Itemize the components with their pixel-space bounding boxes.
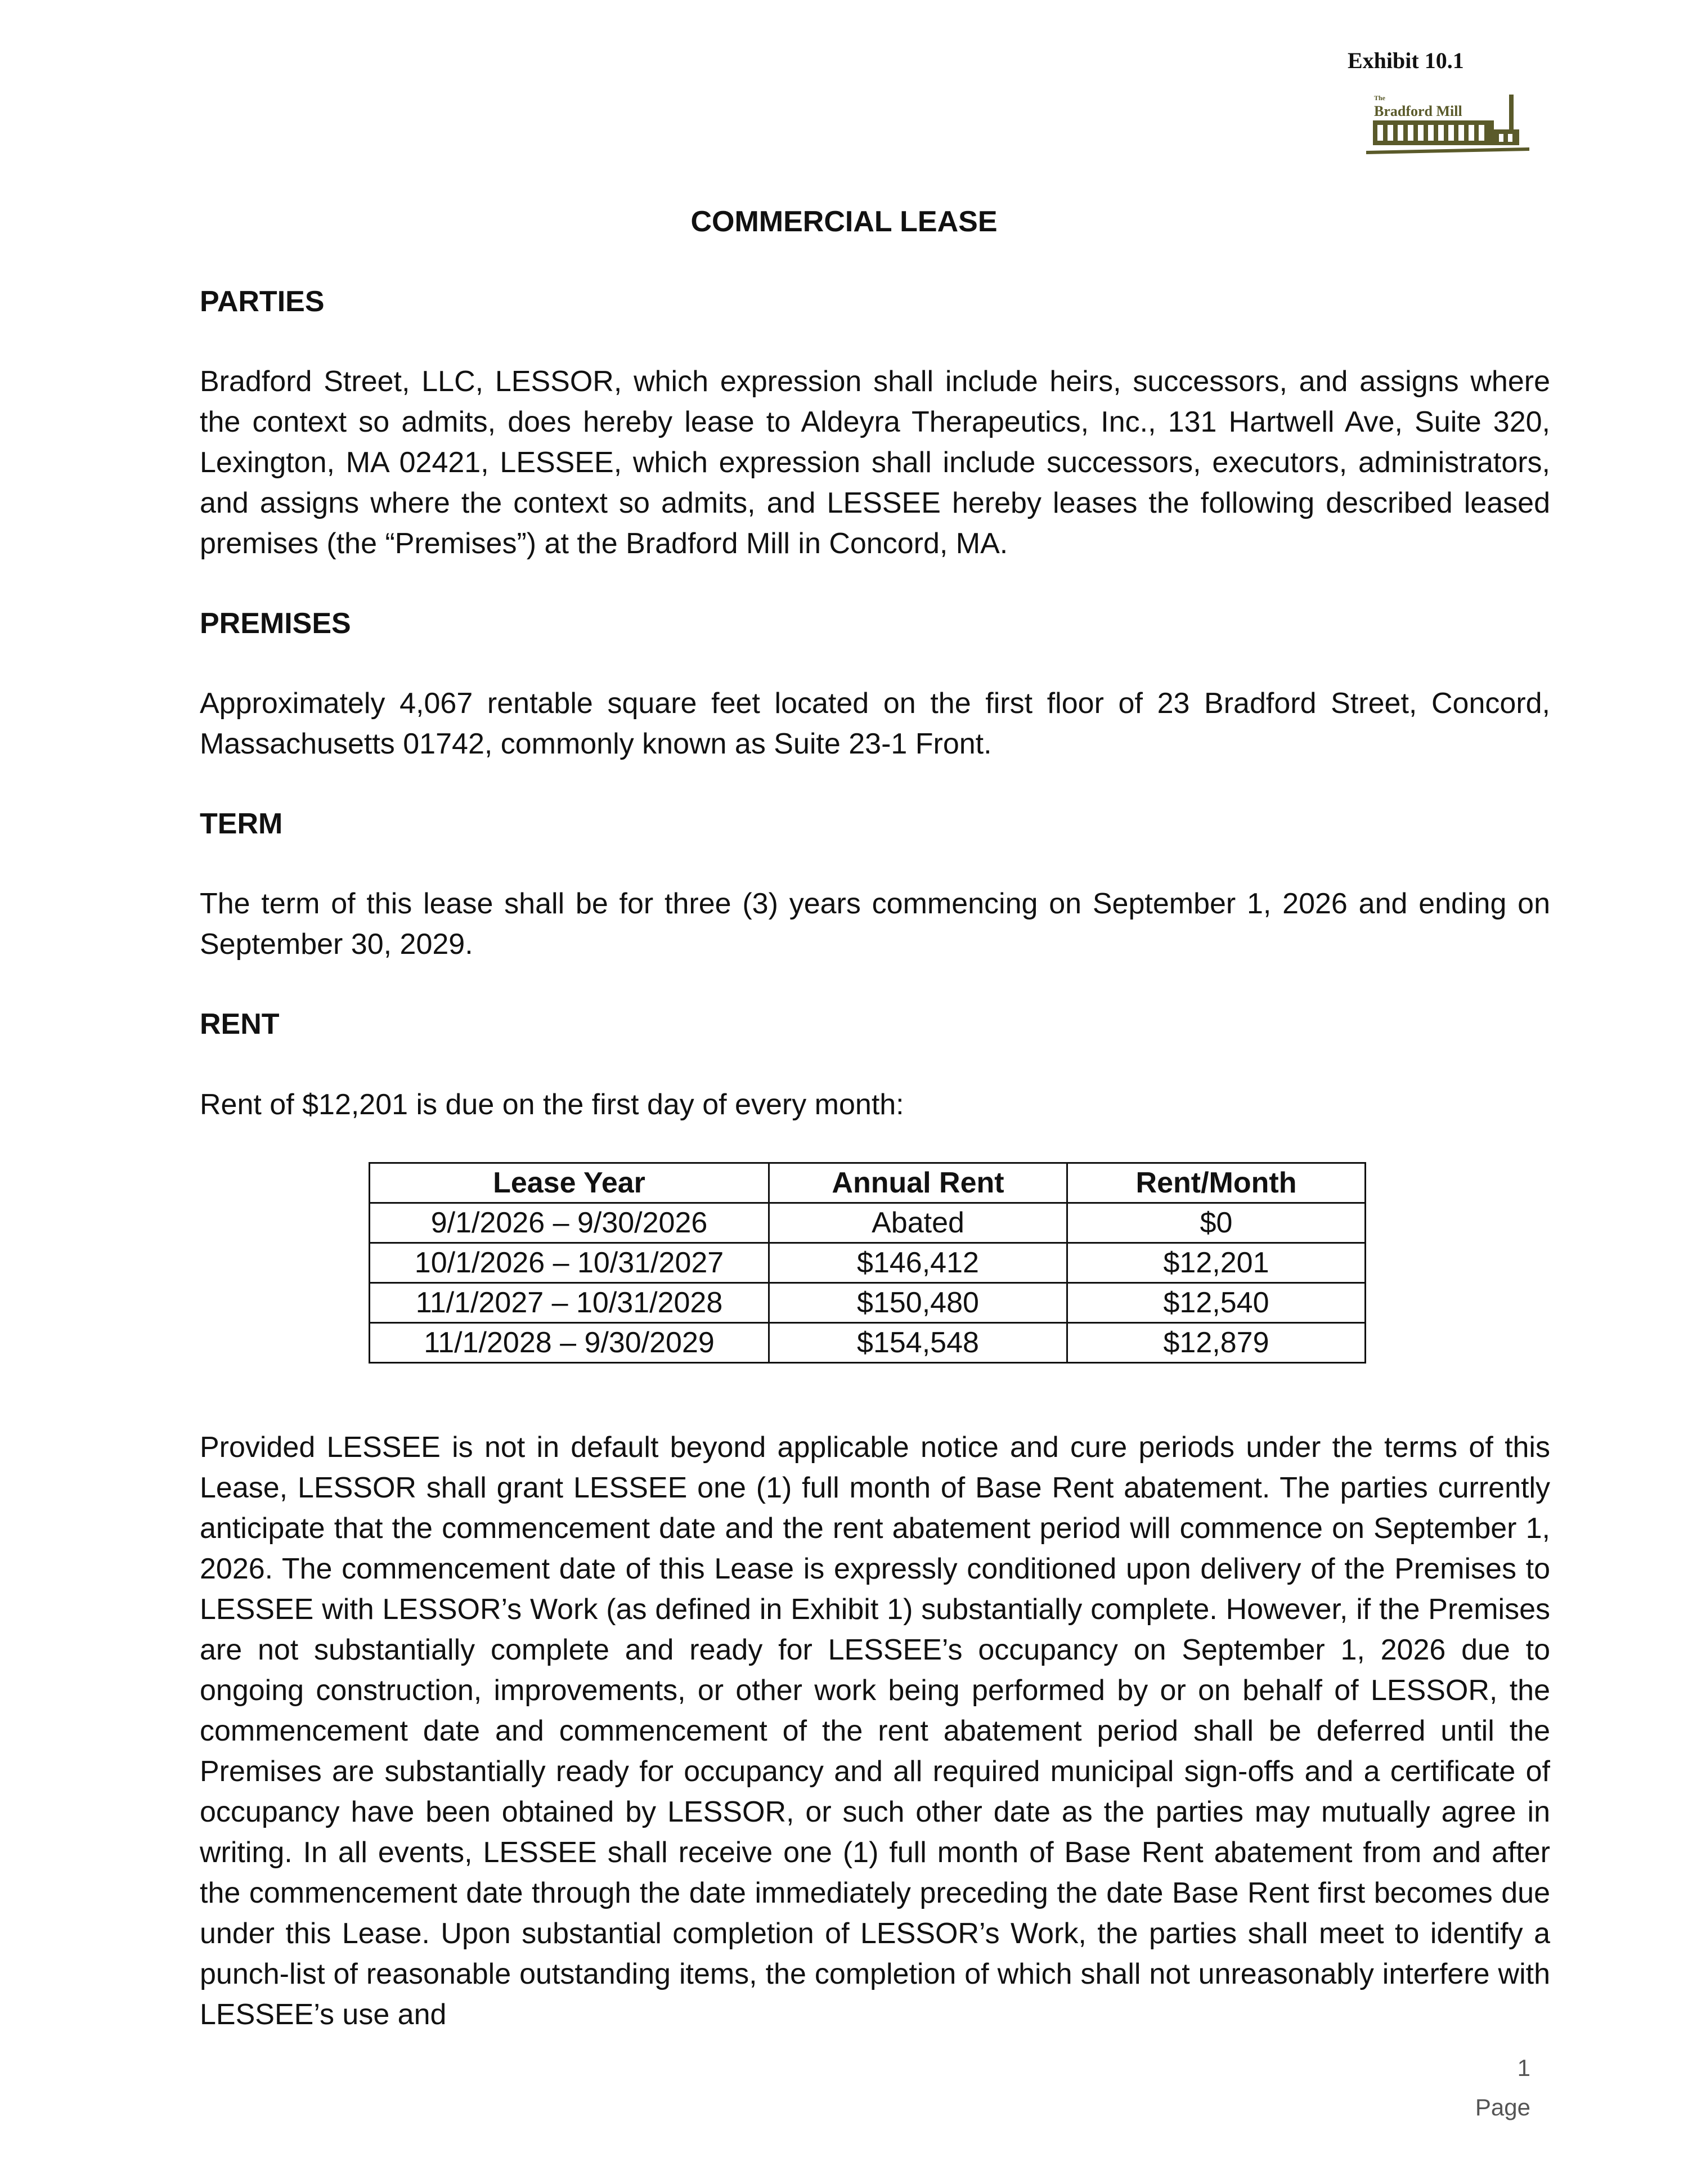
annual-rent-cell: $146,412 xyxy=(769,1243,1067,1283)
table-header-row xyxy=(370,1163,1366,1203)
rent-month-cell: $12,201 xyxy=(1067,1243,1366,1283)
table-row xyxy=(370,1323,1366,1363)
lease-year-cell: 10/1/2026 – 10/31/2027 xyxy=(370,1243,769,1283)
rent-intro: Rent of $12,201 is due on the first day of every month: xyxy=(200,1088,904,1121)
rent-month-cell: $12,540 xyxy=(1067,1283,1366,1323)
premises-paragraph: Approximately 4,067 rentable square feet located on the first floor of 23 Bradford Street, Concord, Massachusetts 01742, commonly known as Suite 23-1 Front. xyxy=(200,687,1550,760)
column-header-annual-rent: Annual Rent xyxy=(769,1163,1067,1203)
exhibit-label: Exhibit 10.1 xyxy=(1348,48,1464,73)
bradford-mill-logo xyxy=(1362,84,1536,160)
column-header-lease-year: Lease Year xyxy=(370,1163,769,1203)
rent-month-cell: $0 xyxy=(1067,1203,1366,1243)
lease-year-cell: 11/1/2028 – 9/30/2029 xyxy=(370,1323,769,1363)
annual-rent-cell: $154,548 xyxy=(769,1323,1067,1363)
lease-year-cell: 9/1/2026 – 9/30/2026 xyxy=(370,1203,769,1243)
page-label: Page xyxy=(1475,2094,1530,2120)
annual-rent-cell: Abated xyxy=(769,1203,1067,1243)
logo-text-name: Bradford Mill xyxy=(1374,103,1462,119)
abatement-paragraph: Provided LESSEE is not in default beyond applicable notice and cure periods under the terms of this Lease, LESSOR shall grant LESSEE one (1) full month of Base Rent abatement. The parties currently anticipate that the commencement date and the rent abatement period will commence on September 1, 2026. The commencement date of this Lease is expressly conditioned upon delivery of the Premises to LESSEE with LESSOR’s Work (as defined in Exhibit 1) substantially complete. However, if the Premises are not substantially complete and ready for LESSEE’s occupancy on September 1, 2026 due to ongoing construction, improvements, or other work being performed by or on behalf of LESSOR, the commencement date and commencement of the rent abatement period shall be deferred until the Premises are substantially ready for occupancy and all required municipal sign-offs and a certificate of occupancy have been obtained by LESSOR, or such other date as the parties may mutually agree in writing. In all events, LESSEE shall receive one (1) full month of Base Rent abatement from and after the commencement date through the date immediately preceding the date Base Rent first becomes due under this Lease. Upon substantial completion of LESSOR’s Work, the parties shall meet to identify a punch-list of reasonable outstanding items, the completion of which shall not unreasonably interfere with LESSEE’s use and xyxy=(200,1431,1550,2031)
term-heading: TERM xyxy=(200,808,283,840)
term-paragraph: The term of this lease shall be for three (3) years commencing on September 1, 2026 and ending on September 30, 2029. xyxy=(200,887,1550,961)
lease-year-cell: 11/1/2027 – 10/31/2028 xyxy=(370,1283,769,1323)
parties-paragraph: Bradford Street, LLC, LESSOR, which expression shall include heirs, successors, and assigns where the context so admits, does hereby lease to Aldeyra Therapeutics, Inc., 131 Hartwell Ave, Suite 320, Lexington, MA 02421, LESSEE, which expression shall include successors, executors, administrators, and assigns where the context so admits, and LESSEE hereby leases the following described leased premises (the “Premises”) at the Bradford Mill in Concord, MA. xyxy=(200,365,1550,560)
page-number: 1 xyxy=(1517,2055,1530,2081)
rent-schedule-table xyxy=(369,1162,1366,1364)
rent-heading: RENT xyxy=(200,1008,280,1041)
table-row xyxy=(370,1283,1366,1323)
rent-month-cell: $12,879 xyxy=(1067,1323,1366,1363)
logo-text-the: The xyxy=(1374,94,1386,102)
table-row xyxy=(370,1243,1366,1283)
premises-heading: PREMISES xyxy=(200,607,351,640)
column-header-rent-month: Rent/Month xyxy=(1067,1163,1366,1203)
document-title: COMMERCIAL LEASE xyxy=(690,205,998,238)
table-row xyxy=(370,1203,1366,1243)
annual-rent-cell: $150,480 xyxy=(769,1283,1067,1323)
parties-heading: PARTIES xyxy=(200,285,325,318)
